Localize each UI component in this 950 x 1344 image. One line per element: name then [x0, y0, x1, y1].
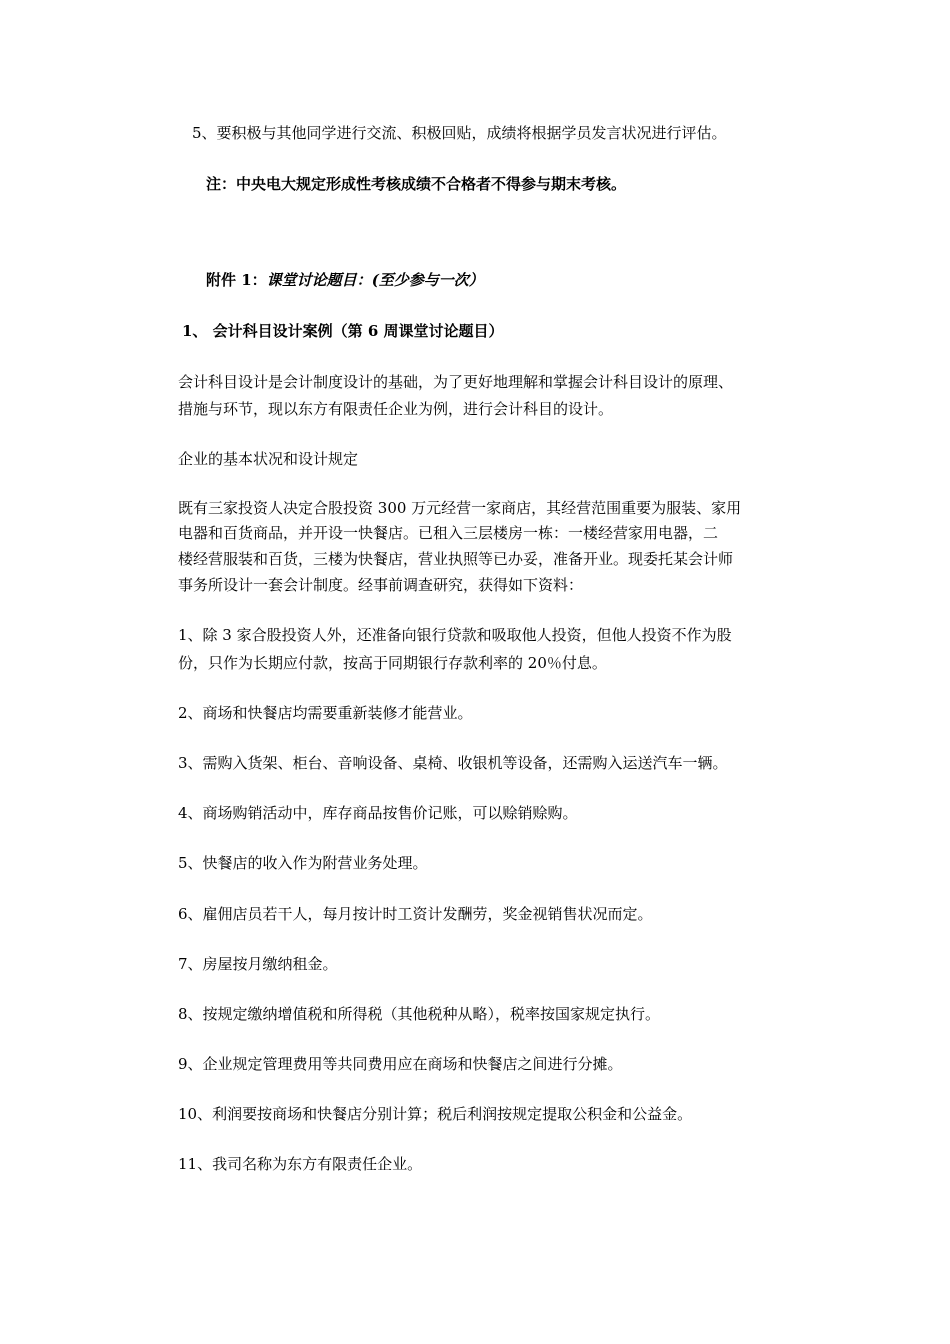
list-item-5: 5、快餐店的收入作为附营业务处理。	[178, 854, 428, 872]
note-paragraph: 注：中央电大规定形成性考核成绩不合格者不得参与期末考核。	[206, 175, 627, 193]
list-item-10: 10、利润要按商场和快餐店分别计算；税后利润按规定提取公积金和公益金。	[178, 1105, 693, 1123]
attachment-heading	[206, 271, 484, 289]
intro-line-1: 会计科目设计是会计制度设计的基础，为了更好地理解和掌握会计科目设计的原理、	[178, 373, 734, 391]
list-item-1-line-1: 1、除 3 家合股投资人外，还准备向银行贷款和吸取他人投资，但他人投资不作为股	[178, 626, 732, 644]
background-line-2: 电器和百货商品，并开设一快餐店。已租入三层楼房一栋：一楼经营家用电器，二	[178, 524, 719, 542]
list-item-8: 8、按规定缴纳增值税和所得税（其他税种从略），税率按国家规定执行。	[178, 1005, 661, 1023]
background-line-1: 既有三家投资人决定合股投资 300 万元经营一家商店，其经营范围重要为服装、家用	[178, 499, 742, 517]
basics-heading: 企业的基本状况和设计规定	[178, 450, 359, 468]
list-item-2: 2、商场和快餐店均需要重新装修才能营业。	[178, 704, 473, 722]
list-item-4: 4、商场购销活动中，库存商品按售价记账，可以赊销赊购。	[178, 804, 578, 822]
case-heading: 1、 会计科目设计案例（第 6 周课堂讨论题目）	[182, 322, 504, 340]
intro-line-2: 措施与环节，现以东方有限责任企业为例，进行会计科目的设计。	[178, 400, 614, 418]
paragraph-item-5: 5、要积极与其他同学进行交流、积极回贴，成绩将根据学员发言状况进行评估。	[192, 124, 727, 142]
list-item-1-line-2: 份，只作为长期应付款，按高于同期银行存款利率的 20％付息。	[178, 654, 607, 672]
list-item-7: 7、房屋按月缴纳租金。	[178, 955, 338, 973]
attachment-label: 附件 1：	[206, 271, 267, 289]
attachment-title: 课堂讨论题目：	[266, 271, 372, 289]
list-item-6: 6、雇佣店员若干人，每月按计时工资计发酬劳，奖金视销售状况而定。	[178, 905, 653, 923]
list-item-11: 11、我司名称为东方有限责任企业。	[178, 1155, 423, 1173]
background-line-3: 楼经营服装和百货，三楼为快餐店，营业执照等已办妥，准备开业。现委托某会计师	[178, 550, 734, 568]
background-line-4: 事务所设计一套会计制度。经事前调查研究，获得如下资料：	[178, 576, 584, 594]
list-item-3: 3、需购入货架、柜台、音响设备、桌椅、收银机等设备，还需购入运送汽车一辆。	[178, 754, 728, 772]
list-item-9: 9、企业规定管理费用等共同费用应在商场和快餐店之间进行分摊。	[178, 1055, 623, 1073]
attachment-note: (至少参与一次）	[371, 271, 484, 289]
